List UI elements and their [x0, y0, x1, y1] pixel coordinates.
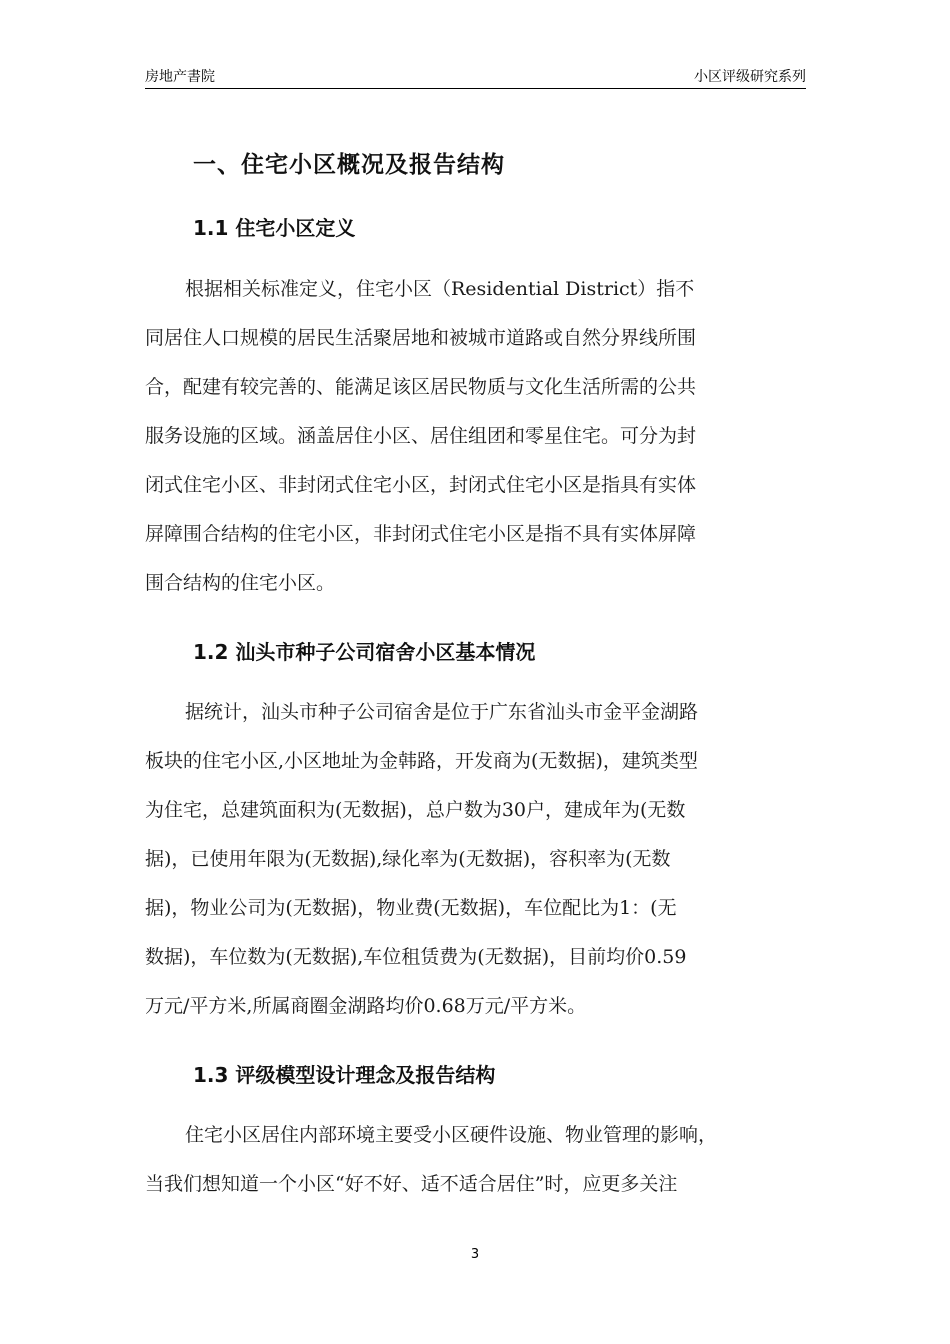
paragraph-line: 万元/平方米,所属商圈金湖路均价0.68万元/平方米。	[145, 995, 587, 1017]
paragraph-line: 围合结构的住宅小区。	[145, 572, 336, 594]
page-number: 3	[470, 1247, 480, 1262]
section-heading-1-2: 1.2 汕头市种子公司宿舍小区基本情况	[193, 640, 536, 664]
paragraph-line: 合，配建有较完善的、能满足该区居民物质与文化生活所需的公共	[145, 376, 697, 398]
paragraph-line: 板块的住宅小区,小区地址为金韩路，开发商为(无数据)，建筑类型	[145, 750, 698, 772]
paragraph-line: 屏障围合结构的住宅小区，非封闭式住宅小区是指不具有实体屏障	[145, 523, 697, 545]
section-heading-1-3: 1.3 评级模型设计理念及报告结构	[193, 1063, 496, 1087]
chapter-title: 一、住宅小区概况及报告结构	[193, 152, 505, 178]
paragraph-line: 据)，已使用年限为(无数据),绿化率为(无数据)，容积率为(无数	[145, 848, 671, 870]
paragraph-line: 当我们想知道一个小区“好不好、适不适合居住”时，应更多关注	[145, 1173, 678, 1195]
header-right-text: 小区评级研究系列	[694, 69, 806, 85]
paragraph-line: 服务设施的区域。涵盖居住小区、居住组团和零星住宅。可分为封	[145, 425, 697, 447]
paragraph-line: 为住宅，总建筑面积为(无数据)，总户数为30户，建成年为(无数	[145, 799, 686, 821]
paragraph-line: 闭式住宅小区、非封闭式住宅小区，封闭式住宅小区是指具有实体	[145, 474, 697, 496]
paragraph-line: 住宅小区居住内部环境主要受小区硬件设施、物业管理的影响，	[185, 1124, 718, 1146]
paragraph-line: 数据)，车位数为(无数据),车位租赁费为(无数据)，目前均价0.59	[145, 946, 687, 968]
page-header	[145, 66, 806, 89]
section-heading-1-1: 1.1 住宅小区定义	[193, 216, 356, 240]
paragraph-line: 据)，物业公司为(无数据)，物业费(无数据)，车位配比为1：(无	[145, 897, 677, 919]
paragraph-line: 据统计，汕头市种子公司宿舍是位于广东省汕头市金平金湖路	[185, 701, 699, 723]
section-paragraph-1-2	[145, 688, 810, 1031]
header-left-text: 房地产書院	[145, 69, 215, 85]
paragraph-line: 同居住人口规模的居民生活聚居地和被城市道路或自然分界线所围	[145, 327, 697, 349]
section-paragraph-1-3	[145, 1111, 810, 1209]
paragraph-line: 根据相关标准定义，住宅小区（Residential District）指不	[185, 278, 695, 300]
section-paragraph-1-1	[145, 265, 810, 608]
